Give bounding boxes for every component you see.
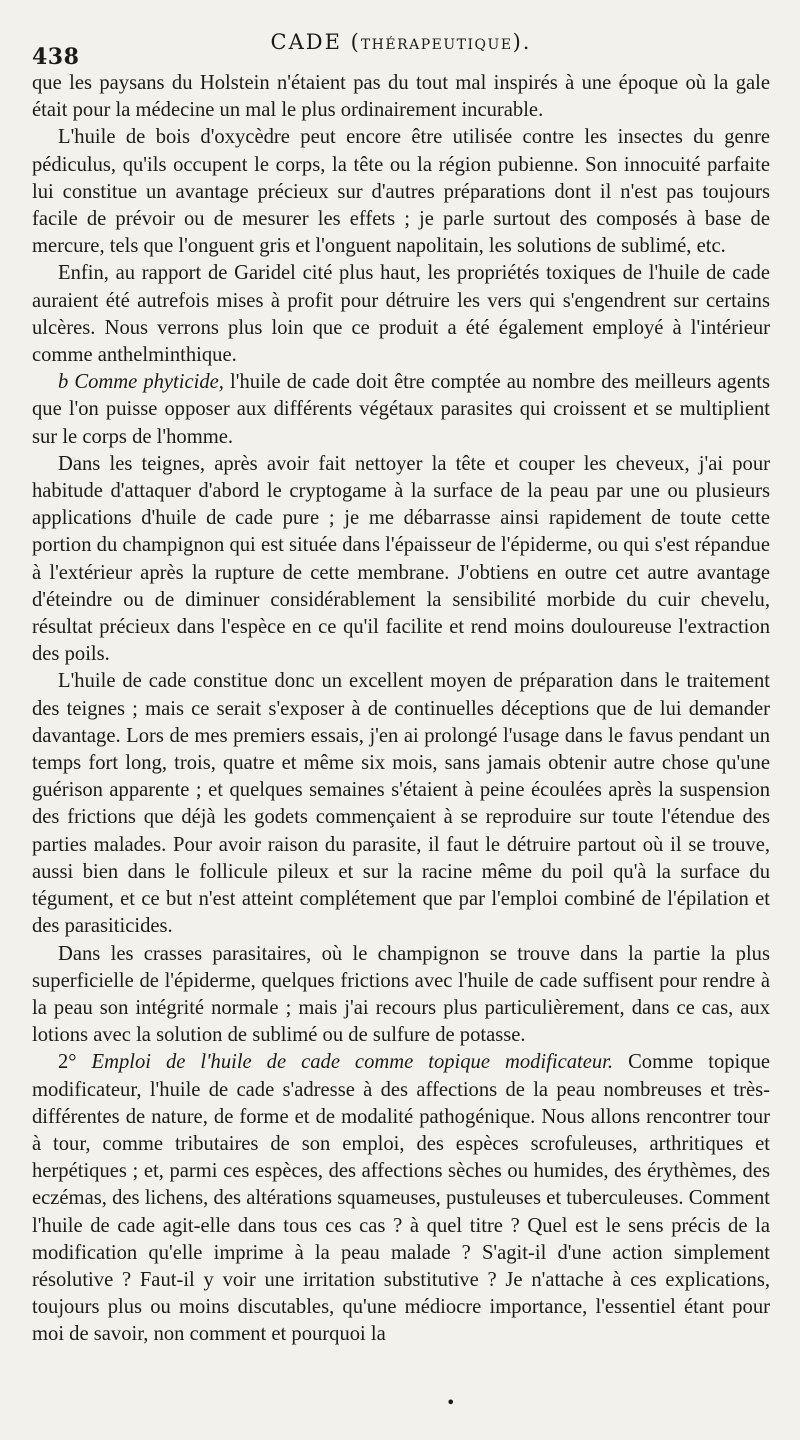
paragraph-text: que les paysans du Holstein n'étaient pas du tout mal inspirés à une époque où la gale était pour la médecine un mal le plus ordinairement incurable. <box>32 72 770 122</box>
running-head-title: CADE ( <box>270 30 361 54</box>
paragraph-text: L'huile de cade constitue donc un excellent moyen de préparation dans le traitement des teignes ; mais ce serait s'exposer à de continuelles déceptions que de lui demander davantage. Lors de mes premiers essais, j'en ai prolongé l'usage dans le favus pendant un temps fort long, trois, quatre et même six mois, sans jamais obtenir autre chose qu'une guérison apparente ; et quelques semaines s'étaient à peine écoulées après la suspension des frictions que déjà les godets commençaient à se reproduire sur toute l'étendue des parties malades. Pour avoir raison du parasite, il faut le détruire partout où il se trouve, aussi bien dans le follicule pileux et sur la racine même du poil qu'à la surface du tégument, et ce but n'est atteint complétement que par l'emploi combiné de l'épilation et des parasiticides. <box>32 670 770 938</box>
paragraph <box>32 369 770 451</box>
paragraph <box>32 124 770 260</box>
paragraph-lead-italic: Emploi de l'huile de cade comme topique modificateur. <box>91 1051 614 1074</box>
paragraph-lead: 2° <box>58 1051 77 1074</box>
running-head-subtitle: THÉRAPEUTIQUE <box>360 37 513 53</box>
paragraph-lead: b <box>58 371 69 394</box>
paragraph-text: Enfin, au rapport de Garidel cité plus haut, les propriétés toxiques de l'huile de cade auraient été autrefois mises à profit pour détruire les vers qui s'engendrent sur certains ulcères. Nous verrons plus loin que ce produit a été également employé à l'intérieur comme anthelminthique. <box>32 262 770 367</box>
running-head-end: ). <box>512 30 532 54</box>
paragraph-lead-italic: Comme phyticide, <box>74 371 224 394</box>
running-head <box>32 30 770 54</box>
paragraph <box>32 1049 770 1348</box>
paragraph <box>32 260 770 369</box>
paragraph <box>32 941 770 1050</box>
paragraph-text: Dans les crasses parasitaires, où le champignon se trouve dans la partie la plus superficielle de l'épiderme, quelques frictions avec l'huile de cade suffisent pour rendre à la peau son intégrité normale ; mais j'ai recours plus particulièrement, dans ce cas, aux lotions avec la solution de sublimé ou de sulfure de potasse. <box>32 942 770 1047</box>
body-text <box>32 70 770 1349</box>
paragraph <box>32 668 770 940</box>
paragraph-text: Dans les teignes, après avoir fait nettoyer la tête et couper les cheveux, j'ai pour habitude d'attaquer d'abord le cryptogame à la surface de la peau par une ou plusieurs applications d'huile de cade pure ; je me débarrasse ainsi rapidement de toute cette portion du champignon qui est située dans l'épaisseur de l'épiderme, ou qui s'est répandue à l'extérieur après la rupture de cette membrane. J'obtiens en outre cet autre avantage d'éteindre ou de diminuer considérablement la sensibilité morbide du cuir chevelu, résultat précieux dans l'espèce en ce qu'il facilite et rend moins douloureuse l'extraction des poils. <box>32 452 770 666</box>
page-header <box>32 28 770 70</box>
paragraph-text: L'huile de bois d'oxycèdre peut encore être utilisée contre les insectes du genre pédiculus, qu'ils occupent le corps, la tête ou la région pubienne. Son innocuité parfaite lui constitue un avantage précieux sur d'autres préparations dont il n'est pas toujours facile de prévoir ou de mesurer les effets ; je parle surtout des composés à base de mercure, tels que l'onguent gris et l'onguent napolitain, les solutions de sublimé, etc. <box>32 126 770 258</box>
paragraph <box>32 70 770 124</box>
page-number: 438 <box>32 44 80 70</box>
paragraph <box>32 451 770 669</box>
paragraph-text: Comme topique modificateur, l'huile de cade s'adresse à des affections de la peau nombreuses et très-différentes de nature, de forme et de modalité pathogénique. Nous allons rencontrer tour à tour, comme tributaires de son emploi, des espèces scrofuleuses, arthritiques et herpétiques ; et, parmi ces espèces, des affections sèches ou humides, des érythèmes, des eczémas, des lichens, des altérations squameuses, pustuleuses et tuberculeuses. Comment l'huile de cade agit-elle dans tous ces cas ? à quel titre ? Quel est le sens précis de la modification qu'elle imprime à la peau malade ? S'agit-il d'une action simplement résolutive ? Faut-il y voir une irritation substitutive ? Je n'attache à ces explications, toujours plus ou moins discutables, qu'une médiocre importance, l'essentiel étant pour moi de savoir, non comment et pourquoi la <box>32 1051 771 1346</box>
footer-mark: • <box>446 1393 456 1412</box>
paragraph-text: l'huile de cade doit être comptée au nombre des meilleurs agents que l'on puisse opposer aux différents végétaux parasites qui croissent et se multiplient sur le corps de l'homme. <box>32 371 771 448</box>
